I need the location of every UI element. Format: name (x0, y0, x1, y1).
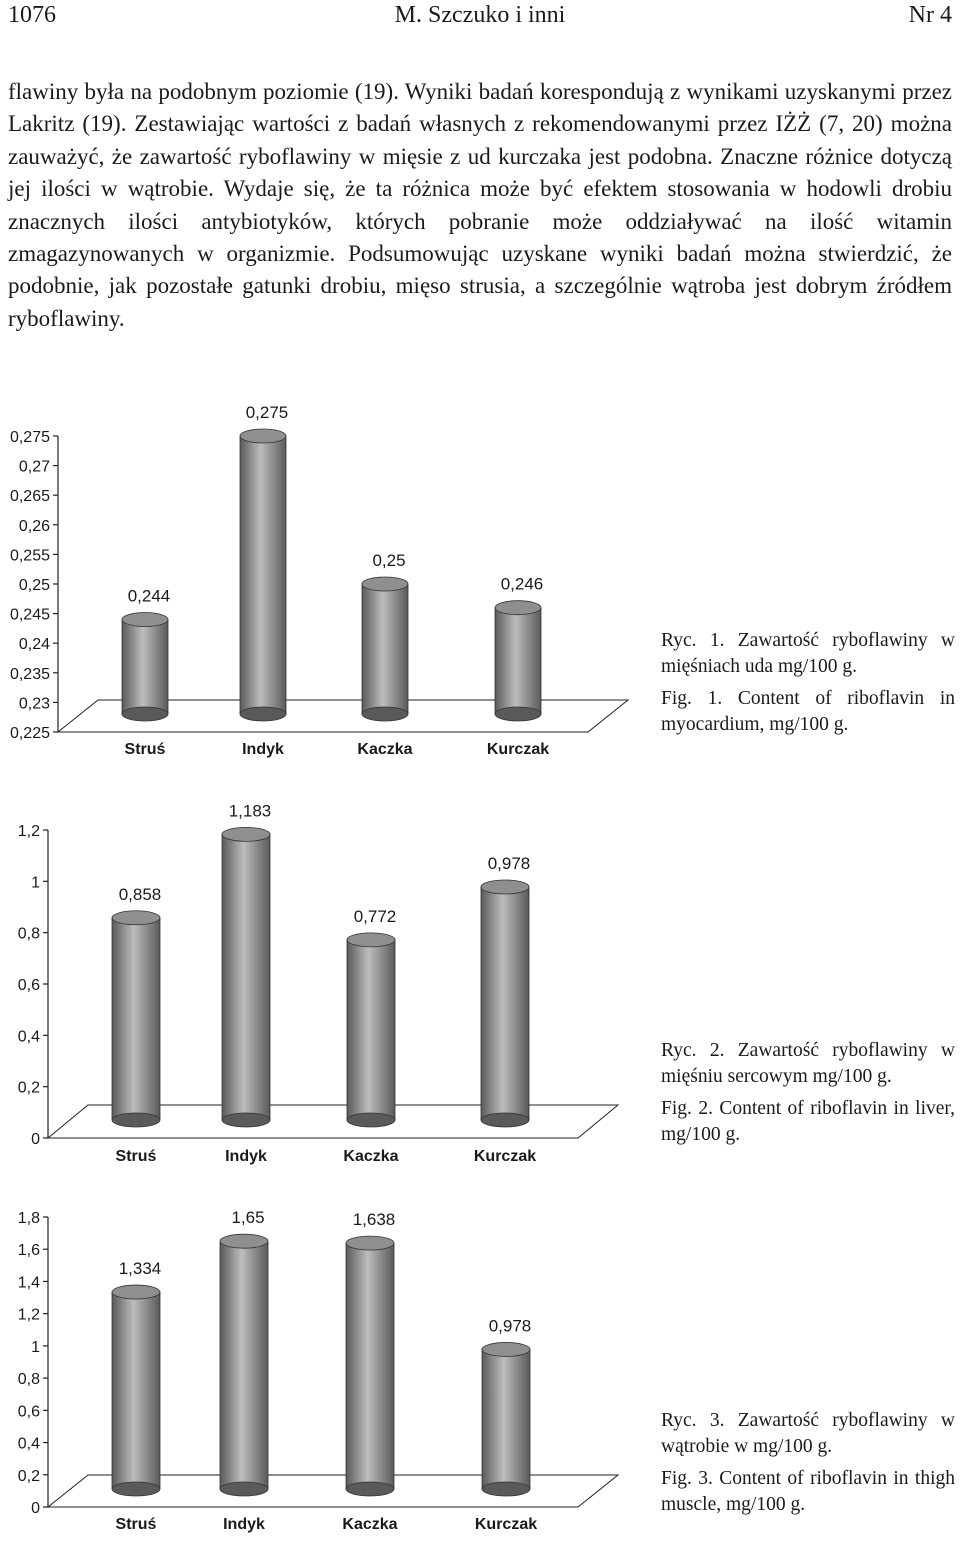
bar-top (240, 429, 286, 443)
data-label: 0,978 (488, 1316, 532, 1336)
data-label: 1,334 (118, 1259, 162, 1279)
figure-3-caption (661, 1408, 955, 1518)
data-label: 0,25 (372, 551, 406, 570)
bar-kurczak (481, 880, 529, 1127)
bar-base (240, 707, 286, 721)
y-tick-label: 1,2 (17, 823, 40, 840)
bar-base (122, 707, 168, 721)
y-tick-label: 0,255 (9, 547, 50, 565)
body-paragraph: flawiny była na podobnym poziomie (19). Wyniki badań korespondują z wynikami uzyskanymi przez Lakritz (19). Zestawiając wartości z badań własnych z rekomendowanymi przez IŻŻ (7, 20) można zauważyć, że zawartość ryboflawiny w mięsie z ud kurczaka jest podobna. Znaczne różnice dotyczą jej ilości w wątrobie. Wydaje się, że ta różnica może być efektem stosowania w hodowli drobiu znacznych ilości antybiotyków, których pobranie może oddziaływać na ilość witamin zmagazynowanych w organizmie. Podsumowując uzyskane wyniki badań można stwierdzić, że podobnie, jak pozostałe gatunki drobiu, mięso strusia, a szczególnie wątroba jest dobrym źródłem ryboflawiny. (8, 79, 952, 331)
y-tick-label: 1 (31, 1338, 40, 1356)
bar-top (347, 933, 395, 947)
figure-2-chart (0, 795, 640, 1175)
category-label: Kaczka (343, 1148, 399, 1165)
figure-3-chart (0, 1195, 640, 1542)
data-label: 0,244 (127, 586, 171, 606)
category-label: Kurczak (474, 1516, 538, 1533)
y-tick-label: 0,265 (9, 488, 50, 506)
bar-base (481, 1113, 529, 1127)
bar-top (112, 911, 160, 925)
figure-1-caption-en: Fig. 1. Content of riboflavin in myocardium, mg/100 g. (661, 688, 955, 735)
y-tick-label: 0,8 (17, 925, 40, 943)
y-tick-label: 0,235 (9, 665, 50, 683)
category-label: Struś (115, 1516, 157, 1533)
figure-1-caption-pl: Ryc. 1. Zawartość ryboflawiny w mięśniach uda mg/100 g. (661, 630, 955, 677)
data-label: 0,772 (353, 906, 397, 926)
bar-body (122, 620, 168, 714)
bar-top (481, 880, 529, 894)
bar-base (347, 1113, 395, 1127)
y-tick-label: 0,24 (18, 636, 50, 654)
bar-body (481, 887, 529, 1120)
y-tick-label: 0,25 (18, 577, 50, 594)
y-tick-label: 0,6 (17, 977, 40, 994)
data-label: 1,65 (231, 1208, 265, 1228)
y-tick-label: 1,8 (17, 1210, 40, 1227)
bar-kurczak (495, 601, 541, 721)
bar-body (495, 608, 541, 714)
bar-body (240, 436, 286, 714)
category-label: Struś (115, 1148, 157, 1165)
data-label: 1,183 (228, 801, 272, 821)
bar-top (222, 827, 270, 841)
bar-top (112, 1285, 160, 1299)
bar-body (347, 940, 395, 1120)
category-label: Kaczka (342, 1516, 398, 1533)
bar-base (220, 1482, 268, 1496)
y-tick-label: 0,4 (17, 1028, 40, 1046)
bar-indyk (222, 827, 270, 1127)
figure-3-caption-pl: Ryc. 3. Zawartość ryboflawiny w wątrobie w mg/100 g. (661, 1410, 955, 1457)
bar-top (495, 601, 541, 615)
y-tick-label: 1,2 (17, 1306, 40, 1324)
figure-1-svg (0, 400, 640, 770)
bar-top (482, 1342, 530, 1356)
y-tick-label: 0,4 (17, 1435, 40, 1453)
bar-struś (112, 1285, 160, 1496)
running-title: M. Szczuko i inni (394, 2, 566, 28)
bar-kaczka (346, 1236, 394, 1496)
data-label: 0,275 (245, 403, 289, 422)
bar-base (112, 1113, 160, 1127)
bar-top (220, 1234, 268, 1248)
bar-base (495, 707, 541, 721)
data-label: 1,638 (352, 1210, 396, 1230)
y-tick-label: 0,27 (18, 458, 50, 476)
category-label: Kurczak (473, 1148, 537, 1165)
bar-body (220, 1241, 268, 1489)
bar-kurczak (482, 1342, 530, 1496)
bar-body (112, 918, 160, 1120)
category-label: Indyk (223, 1516, 265, 1533)
data-label: 0,246 (500, 574, 544, 594)
bar-kaczka (347, 933, 395, 1127)
y-tick-label: 1,6 (17, 1242, 40, 1260)
page-number: 1076 (8, 2, 56, 28)
figure-2-caption-pl: Ryc. 2. Zawartość ryboflawiny w mięśniu sercowym mg/100 g. (661, 1040, 955, 1087)
bar-base (362, 707, 408, 721)
y-tick-label: 1,4 (17, 1274, 40, 1292)
bar-top (346, 1236, 394, 1250)
category-label: Indyk (225, 1148, 267, 1165)
figure-2-caption-en: Fig. 2. Content of riboflavin in liver, mg/100 g. (661, 1098, 955, 1145)
bar-top (362, 577, 408, 591)
bar-kaczka (362, 577, 408, 721)
figure-2-svg (0, 795, 640, 1175)
bar-base (482, 1482, 530, 1496)
y-tick-label: 0,275 (9, 429, 50, 446)
bar-base (222, 1113, 270, 1127)
bar-body (482, 1349, 530, 1489)
y-tick-label: 0 (31, 1500, 40, 1517)
bar-struś (122, 613, 168, 721)
y-tick-label: 0,8 (17, 1371, 40, 1389)
figure-3-svg (0, 1195, 640, 1542)
bar-body (362, 584, 408, 714)
bar-body (112, 1292, 160, 1489)
bar-indyk (240, 429, 286, 721)
figure-3-caption-en: Fig. 3. Content of riboflavin in thigh muscle, mg/100 g. (661, 1468, 955, 1515)
y-tick-label: 0,6 (17, 1403, 40, 1421)
figure-1-chart (0, 400, 640, 770)
bar-struś (112, 911, 160, 1127)
y-tick-label: 0,245 (9, 606, 50, 624)
bar-indyk (220, 1234, 268, 1496)
data-label: 0,858 (118, 884, 162, 904)
category-label: Kurczak (486, 741, 550, 758)
issue-number: Nr 4 (908, 2, 952, 28)
bar-body (346, 1243, 394, 1489)
y-tick-label: 0,2 (17, 1467, 40, 1485)
bar-base (346, 1482, 394, 1496)
figure-1-caption (661, 628, 955, 738)
y-tick-label: 0,26 (18, 517, 50, 535)
y-tick-label: 0,2 (17, 1079, 40, 1097)
category-label: Kaczka (357, 741, 413, 758)
bar-top (122, 613, 168, 627)
category-label: Struś (124, 741, 166, 758)
y-tick-label: 0,23 (18, 695, 50, 713)
data-label: 0,978 (487, 853, 531, 873)
y-tick-label: 1 (31, 874, 40, 892)
y-tick-label: 0,225 (9, 725, 50, 742)
figure-2-caption (661, 1038, 955, 1148)
y-tick-label: 0 (31, 1131, 40, 1148)
bar-body (222, 834, 270, 1120)
category-label: Indyk (242, 741, 284, 758)
bar-base (112, 1482, 160, 1496)
page-header (8, 0, 952, 34)
